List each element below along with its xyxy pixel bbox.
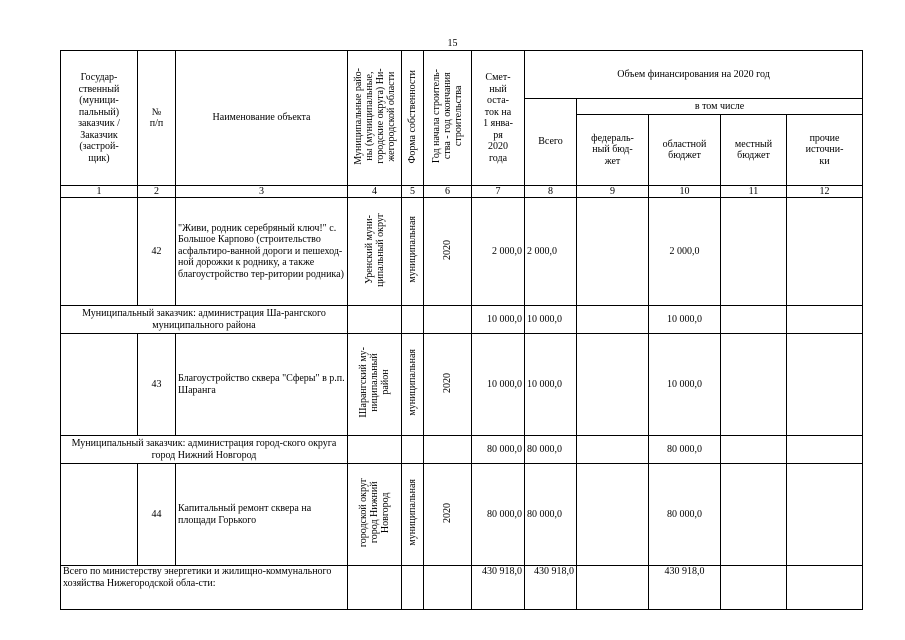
ownership-text: муниципальная <box>407 216 418 284</box>
col-num: 7 <box>472 186 525 198</box>
district-text: Шарангский му- ниципальный район <box>358 347 391 419</box>
table-row <box>61 464 863 566</box>
col-num: 6 <box>424 186 472 198</box>
ownership-cell <box>402 334 424 436</box>
total-value: 80 000,0 <box>525 436 577 464</box>
col-num: 1 <box>61 186 138 198</box>
regional-value: 10 000,0 <box>649 306 721 334</box>
header-funding: Объем финансирования на 2020 год <box>525 51 863 99</box>
ownership-cell <box>402 464 424 566</box>
year-cell <box>424 334 472 436</box>
page-number: 15 <box>447 38 458 49</box>
row-number: 42 <box>138 198 176 306</box>
col-num: 2 <box>138 186 176 198</box>
regional-value: 10 000,0 <box>649 334 721 436</box>
customer-row <box>61 306 863 334</box>
header-including: в том числе <box>577 99 863 115</box>
col-num: 5 <box>402 186 424 198</box>
table-row <box>61 198 863 306</box>
header-federal: федераль- ный бюд- жет <box>577 115 649 186</box>
header-district-text: Муниципальные райо- ны (муниципальные, городские округа) Ни- жегородской области <box>352 67 397 165</box>
balance-value: 10 000,0 <box>472 334 525 436</box>
header-years-text: Год начала строитель- ства - год окончания строительства <box>431 69 464 164</box>
header-local: местный бюджет <box>721 115 787 186</box>
year-text: 2020 <box>442 239 453 260</box>
year-cell <box>424 198 472 306</box>
header-regional: областной бюджет <box>649 115 721 186</box>
district-cell <box>348 464 402 566</box>
col-num: 10 <box>649 186 721 198</box>
other-value <box>787 198 863 306</box>
customer-row <box>61 436 863 464</box>
row-number: 43 <box>138 334 176 436</box>
regional-value: 430 918,0 <box>649 566 721 610</box>
district-text: городской округ город Нижний Новгород <box>358 478 391 548</box>
federal-value <box>577 464 649 566</box>
federal-value <box>577 334 649 436</box>
balance-value: 80 000,0 <box>472 436 525 464</box>
financing-table <box>60 50 863 610</box>
header-district <box>348 51 402 186</box>
total-value: 430 918,0 <box>525 566 577 610</box>
balance-value: 10 000,0 <box>472 306 525 334</box>
ownership-cell <box>402 198 424 306</box>
regional-value: 80 000,0 <box>649 436 721 464</box>
header-total: Всего <box>525 99 577 186</box>
header-ownership <box>402 51 424 186</box>
header-ownership-text: Форма собственности <box>407 69 418 163</box>
total-label: Всего по министерству энергетики и жилищно-коммунального хозяйства Нижегородской обла-сти: <box>61 566 348 610</box>
header-balance: Смет- ный оста- ток на 1 янва- ря 2020 года <box>472 51 525 186</box>
regional-value: 2 000,0 <box>649 198 721 306</box>
object-name: Благоустройство сквера "Сферы" в р.п. Шаранга <box>176 334 348 436</box>
district-cell <box>348 198 402 306</box>
total-value: 2 000,0 <box>525 198 577 306</box>
header-years <box>424 51 472 186</box>
other-value <box>787 464 863 566</box>
header-object-name: Наименование объекта <box>176 51 348 186</box>
ownership-text: муниципальная <box>407 349 418 417</box>
object-name: Капитальный ремонт сквера на площади Горького <box>176 464 348 566</box>
total-value: 10 000,0 <box>525 306 577 334</box>
object-name: "Живи, родник серебряный ключ!" с. Большое Карпово (строительство асфальтиро-ванной дороги и пешеход-ной дорожки к роднику, а также благоустройство тер-ритории родника) <box>176 198 348 306</box>
district-text: Уренский муни- ципальный округ <box>363 212 386 287</box>
total-value: 10 000,0 <box>525 334 577 436</box>
header-number: № п/п <box>138 51 176 186</box>
year-text: 2020 <box>442 372 453 393</box>
total-row <box>61 566 863 610</box>
total-value: 80 000,0 <box>525 464 577 566</box>
balance-value: 80 000,0 <box>472 464 525 566</box>
other-value <box>787 334 863 436</box>
header-other: прочие источни- ки <box>787 115 863 186</box>
balance-value: 430 918,0 <box>472 566 525 610</box>
header-customer: Государ- ственный (муници- пальный) заказчик / Заказчик (застрой- щик) <box>61 51 138 186</box>
col-num: 3 <box>176 186 348 198</box>
row-number: 44 <box>138 464 176 566</box>
local-value <box>721 464 787 566</box>
federal-value <box>577 198 649 306</box>
ownership-text: муниципальная <box>407 479 418 547</box>
customer-label: Муниципальный заказчик: администрация Ша-рангского муниципального района <box>61 306 348 334</box>
balance-value: 2 000,0 <box>472 198 525 306</box>
col-num: 9 <box>577 186 649 198</box>
local-value <box>721 334 787 436</box>
col-num: 12 <box>787 186 863 198</box>
col-num: 8 <box>525 186 577 198</box>
year-text: 2020 <box>442 502 453 523</box>
col-num: 4 <box>348 186 402 198</box>
col-num: 11 <box>721 186 787 198</box>
column-numbers-row <box>61 186 863 198</box>
district-cell <box>348 334 402 436</box>
year-cell <box>424 464 472 566</box>
local-value <box>721 198 787 306</box>
regional-value: 80 000,0 <box>649 464 721 566</box>
table-row <box>61 334 863 436</box>
customer-label: Муниципальный заказчик: администрация город-ского округа город Нижний Новгород <box>61 436 348 464</box>
